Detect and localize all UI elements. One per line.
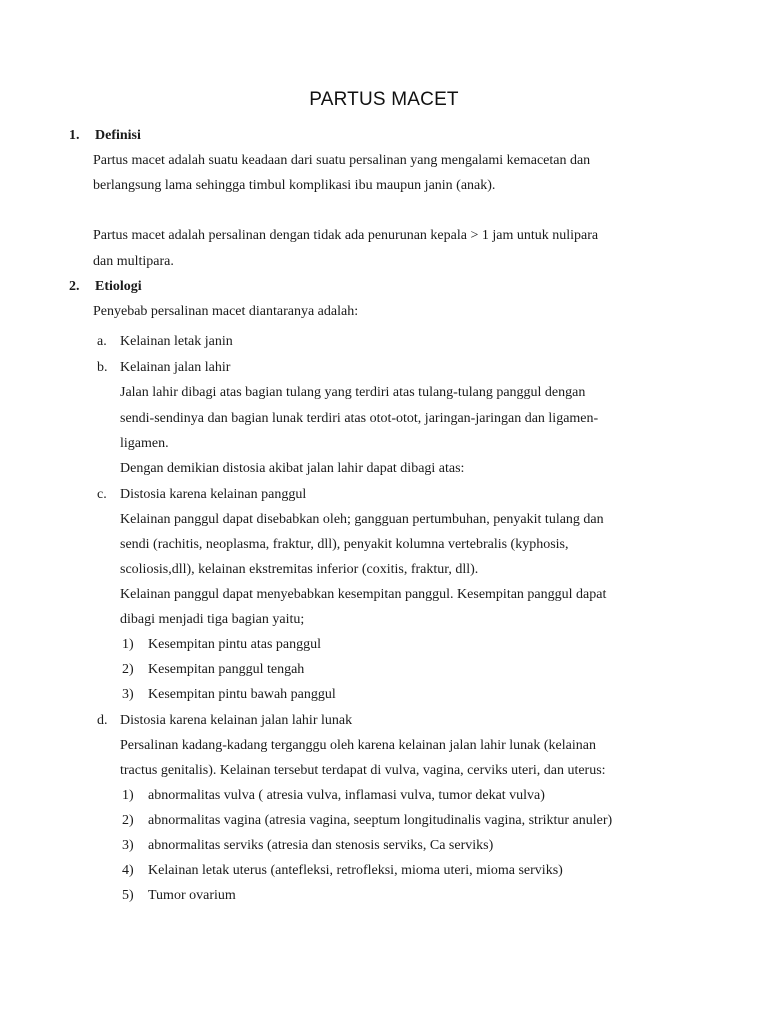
paragraph-line: Partus macet adalah persalinan dengan tidak ada penurunan kepala > 1 jam untuk nulipara [93,228,599,243]
sublist-marker: 2) [122,813,134,828]
paragraph-line: Dengan demikian distosia akibat jalan lahir dapat dibagi atas: [120,461,465,476]
list-marker: d. [97,713,108,728]
sublist-marker: 1) [122,637,134,652]
sublist-marker: 2) [122,662,134,677]
section-heading-definisi: Definisi [95,128,141,143]
list-item-label: Distosia karena kelainan jalan lahir lunak [120,713,353,728]
sublist-marker: 3) [122,838,134,853]
paragraph-line: sendi (rachitis, neoplasma, fraktur, dll), penyakit kolumna vertebralis (kyphosis, [120,537,569,552]
page-title: PARTUS MACET [309,89,459,110]
section-number: 2. [69,279,80,294]
list-item-label: Distosia karena kelainan panggul [120,487,307,502]
paragraph-line: berlangsung lama sehingga timbul komplikasi ibu maupun janin (anak). [93,178,496,193]
sublist-item: abnormalitas vulva ( atresia vulva, inflamasi vulva, tumor dekat vulva) [148,788,545,803]
paragraph-line: Partus macet adalah suatu keadaan dari suatu persalinan yang mengalami kemacetan dan [93,153,591,168]
sublist-item: abnormalitas vagina (atresia vagina, seeptum longitudinalis vagina, striktur anuler) [148,813,613,828]
paragraph-line: dibagi menjadi tiga bagian yaitu; [120,612,305,627]
list-marker: a. [97,334,107,349]
sublist-item: Kelainan letak uterus (antefleksi, retrofleksi, mioma uteri, mioma serviks) [148,863,563,878]
paragraph-line: tractus genitalis). Kelainan tersebut terdapat di vulva, vagina, cerviks uteri, dan uterus: [120,763,606,778]
paragraph-line: Kelainan panggul dapat disebabkan oleh; gangguan pertumbuhan, penyakit tulang dan [120,512,604,527]
sublist-item: Kesempitan pintu bawah panggul [148,687,336,702]
list-item-label: Kelainan letak janin [120,334,233,349]
paragraph-line: Persalinan kadang-kadang terganggu oleh karena kelainan jalan lahir lunak (kelainan [120,738,596,753]
sublist-item: Kesempitan pintu atas panggul [148,637,322,652]
section-heading-etiologi: Etiologi [95,279,142,294]
paragraph-line: Jalan lahir dibagi atas bagian tulang yang terdiri atas tulang-tulang panggul dengan [120,385,586,400]
paragraph-line: Kelainan panggul dapat menyebabkan kesempitan panggul. Kesempitan panggul dapat [120,587,607,602]
paragraph-line: Penyebab persalinan macet diantaranya adalah: [93,304,359,319]
sublist-marker: 1) [122,788,134,803]
sublist-marker: 4) [122,863,134,878]
sublist-item: Tumor ovarium [148,888,236,903]
paragraph-line: scoliosis,dll), kelainan ekstremitas inferior (coxitis, fraktur, dll). [120,562,479,577]
list-marker: c. [97,487,107,502]
sublist-item: Kesempitan panggul tengah [148,662,305,677]
list-marker: b. [97,360,108,375]
list-item-label: Kelainan jalan lahir [120,360,231,375]
sublist-marker: 5) [122,888,134,903]
paragraph-line: sendi-sendinya dan bagian lunak terdiri atas otot-otot, jaringan-jaringan dan ligamen- [120,411,599,426]
sublist-marker: 3) [122,687,134,702]
section-number: 1. [69,128,80,143]
paragraph-line: ligamen. [120,436,169,451]
sublist-item: abnormalitas serviks (atresia dan stenosis serviks, Ca serviks) [148,838,494,853]
paragraph-line: dan multipara. [93,254,174,269]
